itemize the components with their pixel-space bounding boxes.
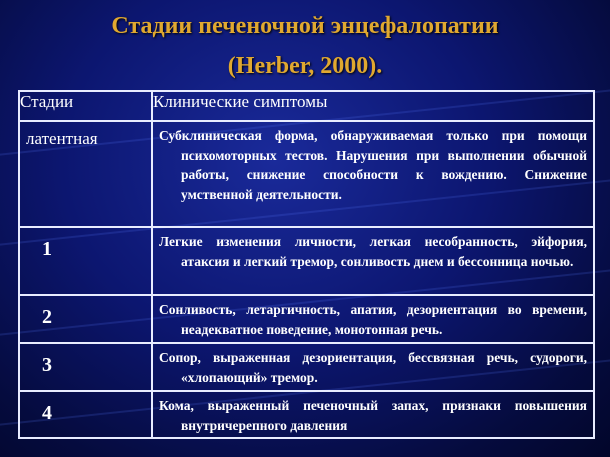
slide-title: Стадии печеночной энцефалопатии bbox=[111, 13, 499, 39]
stage-cell: 1 bbox=[19, 227, 152, 295]
header-stages: Стадии bbox=[19, 91, 152, 121]
symptoms-text: Сопор, выраженная дезориентация, бессвязная речь, судороги, «хлопающий» тремор. bbox=[159, 350, 587, 385]
symptoms-text: Сонливость, летаргичность, апатия, дезориентация во времени, неадекватное поведение, монотонная речь. bbox=[159, 302, 587, 337]
symptoms-text: Легкие изменения личности, легкая несобранность, эйфория, атаксия и легкий тремор, сонливость днем и бессонница ночью. bbox=[159, 234, 587, 269]
table-row bbox=[19, 227, 594, 295]
symptoms-cell bbox=[152, 227, 594, 295]
symptoms-text: Субклиническая форма, обнаруживаемая только при помощи психомоторных тестов. Нарушения при выполнении обычной работы, снижение способности к вождению. Снижение умственной деятельности. bbox=[159, 128, 587, 202]
header-symptoms: Клинические симптомы bbox=[152, 91, 594, 121]
table-row bbox=[19, 121, 594, 227]
table-row bbox=[19, 295, 594, 343]
symptoms-cell bbox=[152, 343, 594, 391]
symptoms-cell bbox=[152, 391, 594, 438]
stage-cell: 3 bbox=[19, 343, 152, 391]
stage-cell: 2 bbox=[19, 295, 152, 343]
symptoms-text: Кома, выраженный печеночный запах, признаки повышения внутричерепного давления bbox=[159, 398, 587, 433]
table-header-row bbox=[19, 91, 594, 121]
slide-subtitle: (Herber, 2000). bbox=[227, 53, 383, 79]
stages-table bbox=[18, 90, 595, 439]
stage-cell: 4 bbox=[19, 391, 152, 438]
stage-cell: латентная bbox=[19, 121, 152, 227]
symptoms-cell bbox=[152, 121, 594, 227]
table-row bbox=[19, 391, 594, 438]
symptoms-cell bbox=[152, 295, 594, 343]
table-row bbox=[19, 343, 594, 391]
